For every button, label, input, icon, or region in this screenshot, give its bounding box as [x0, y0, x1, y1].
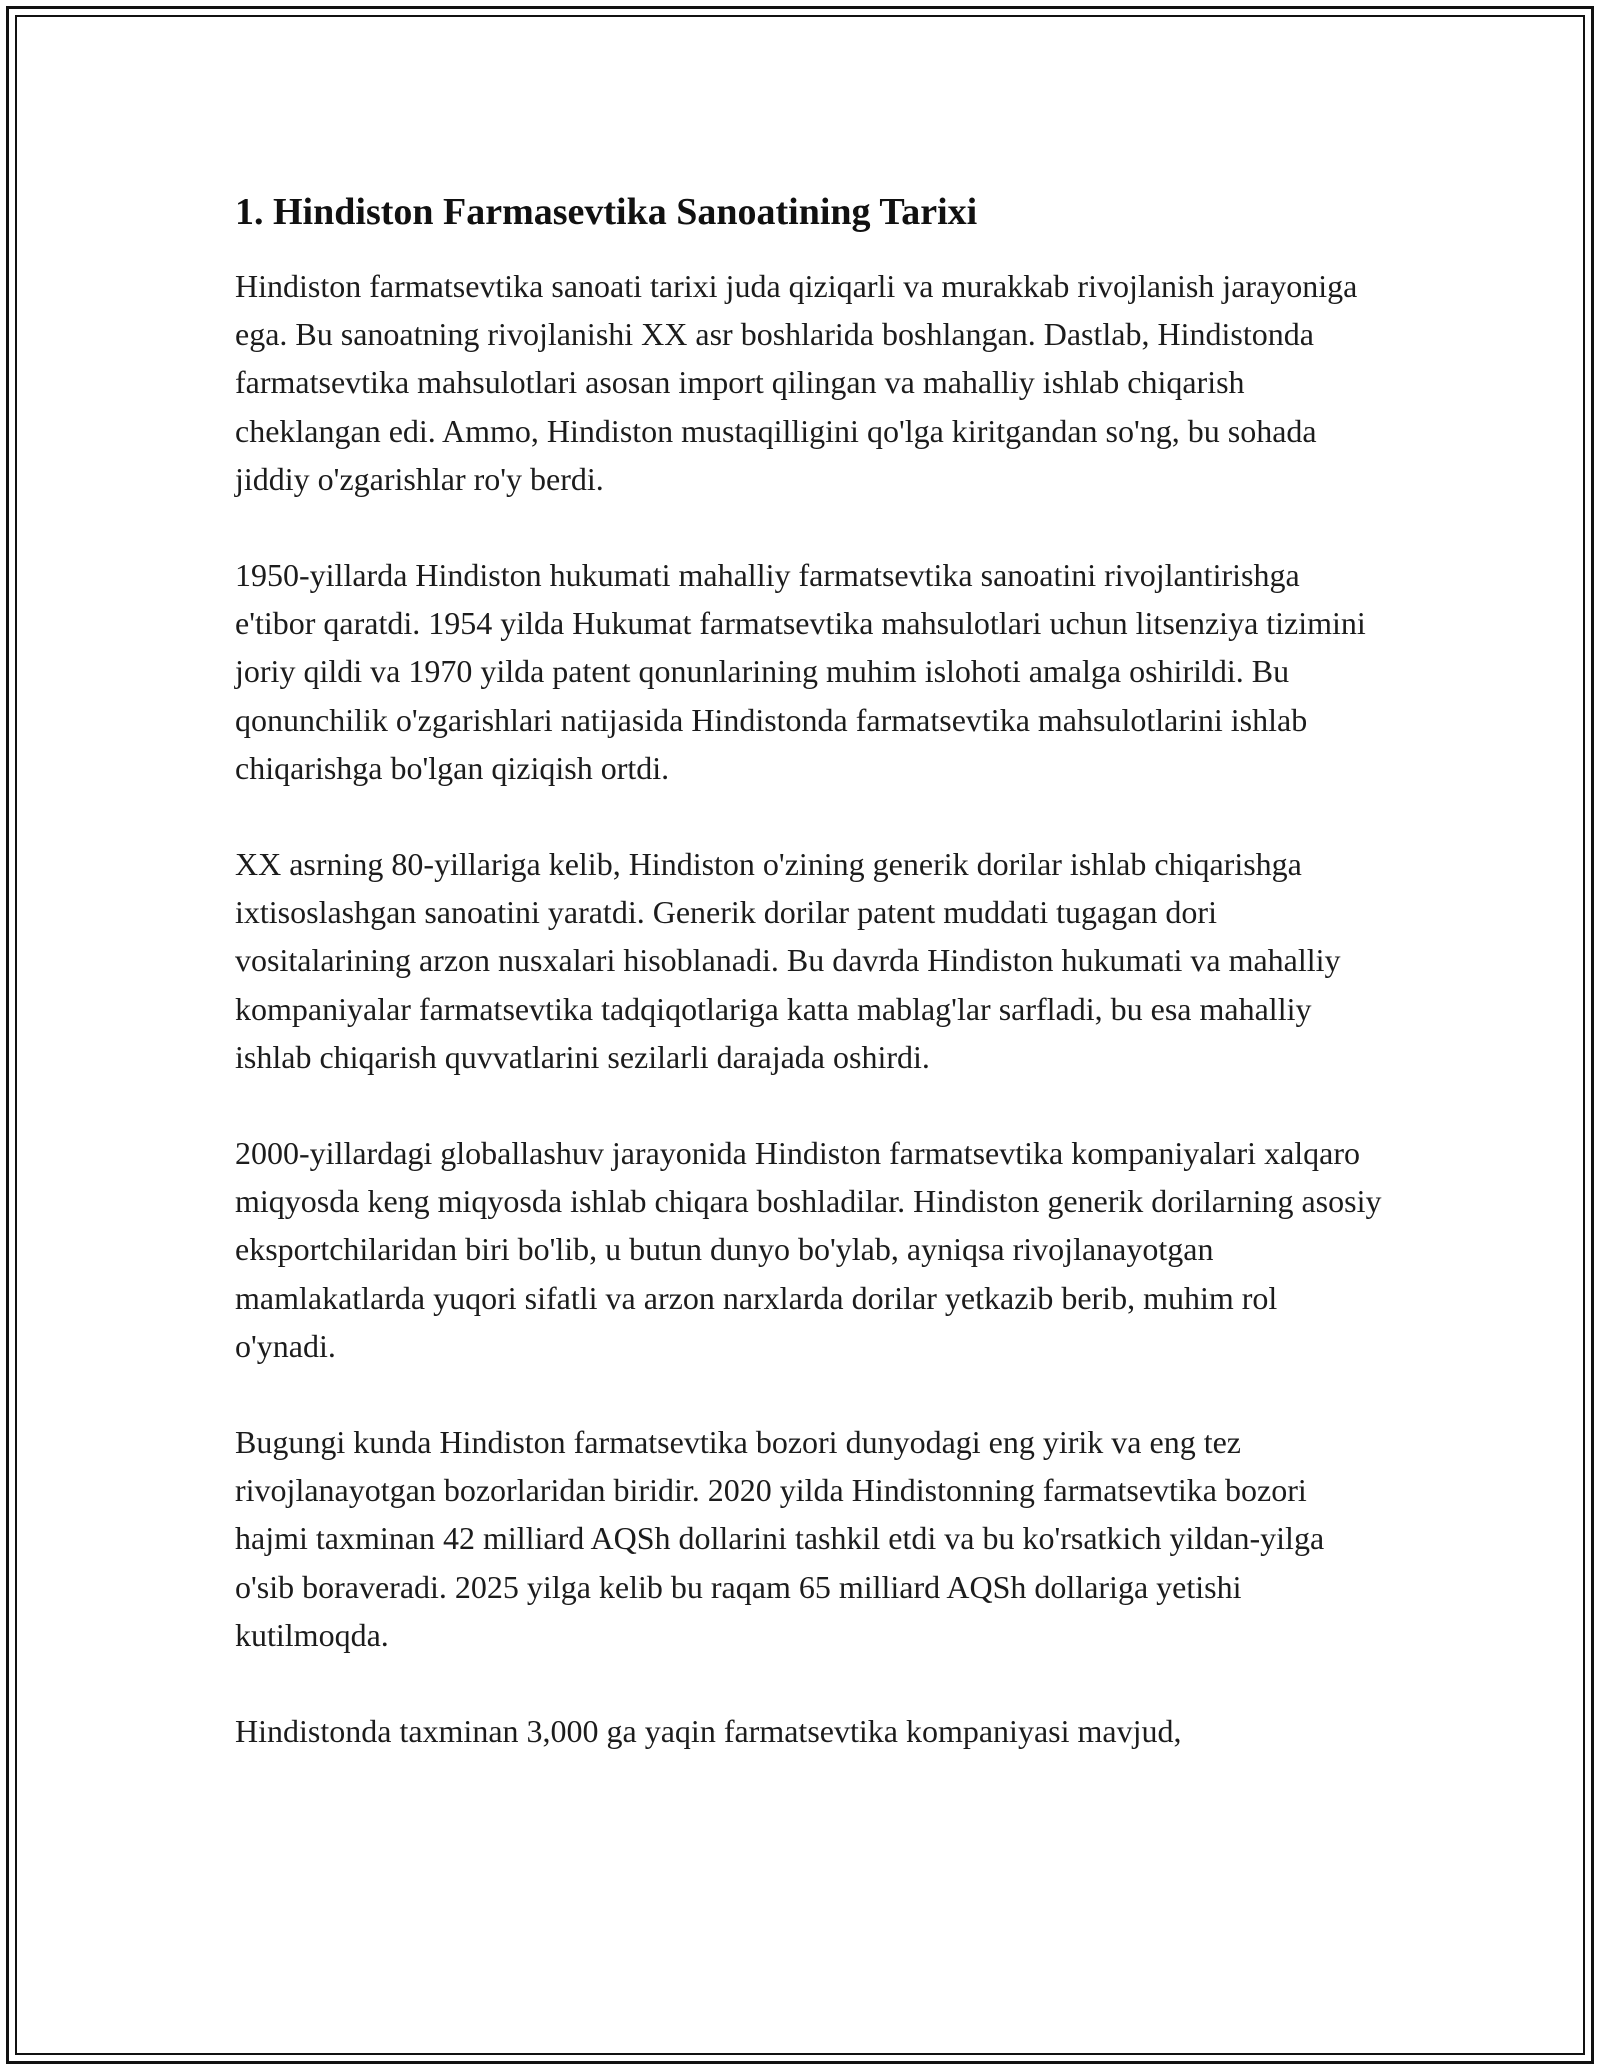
paragraph-history-intro: Hindiston farmatsevtika sanoati tarixi juda qiziqarli va murakkab rivojlanish jarayoniga ega. Bu sanoatning rivojlanishi XX asr boshlarida boshlangan. Dastlab, Hindistonda farmatsevtika mahsulotlari asosan import qilingan va mahalliy ishlab chiqarish cheklangan edi. Ammo, Hindiston mustaqilligini qo'lga kiritgandan so'ng, bu sohada jiddiy o'zgarishlar ro'y berdi. [235, 268, 1358, 497]
paragraph-1950s: 1950-yillarda Hindiston hukumati mahalliy farmatsevtika sanoatini rivojlantirishga e'tibor qaratdi. 1954 yilda Hukumat farmatsevtika mahsulotlari uchun litsenziya tizimini joriy qildi va 1970 yilda patent qonunlarining muhim islohoti amalga oshirildi. Bu qonunchilik o'zgarishlari natijasida Hindistonda farmatsevtika mahsulotlarini ishlab chiqarishga bo'lgan qiziqish ortdi. [235, 557, 1366, 786]
paragraph-companies: Hindistonda taxminan 3,000 ga yaqin farmatsevtika kompaniyasi mavjud, [235, 1713, 1182, 1750]
paragraph-2000s: 2000-yillardagi globallashuv jarayonida Hindiston farmatsevtika kompaniyalari xalqaro miqyosda keng miqyosda ishlab chiqara boshladilar. Hindiston generik dorilarning asosiy eksportchilaridan biri bo'lib, u butun dunyo bo'ylab, ayniqsa rivojlanayotgan mamlakatlarda yuqori sifatli va arzon narxlarda dorilar yetkazib berib, muhim rol o'ynadi. [235, 1135, 1382, 1364]
paragraph-market-today: Bugungi kunda Hindiston farmatsevtika bozori dunyodagi eng yirik va eng tez rivojlanayotgan bozorlaridan biridir. 2020 yilda Hindistonning farmatsevtika bozori hajmi taxminan 42 milliard AQSh dollarini tashkil etdi va bu ko'rsatkich yildan-yilga o'sib boraveradi. 2025 yilga kelib bu raqam 65 milliard AQSh dollariga yetishi kutilmoqda. [235, 1424, 1325, 1653]
section-heading: 1. Hindiston Farmasevtika Sanoatining Tarixi [235, 191, 978, 233]
document-body [235, 186, 1385, 1803]
paragraph-1980s: XX asrning 80-yillariga kelib, Hindiston o'zining generik dorilar ishlab chiqarishga ixtisoslashgan sanoatini yaratdi. Generik dorilar patent muddati tugagan dori vositalarining arzon nusxalari hisoblanadi. Bu davrda Hindiston hukumati va mahalliy kompaniyalar farmatsevtika tadqiqotlariga katta mablag'lar sarfladi, bu esa mahalliy ishlab chiqarish quvvatlarini sezilarli darajada oshirdi. [235, 846, 1341, 1075]
